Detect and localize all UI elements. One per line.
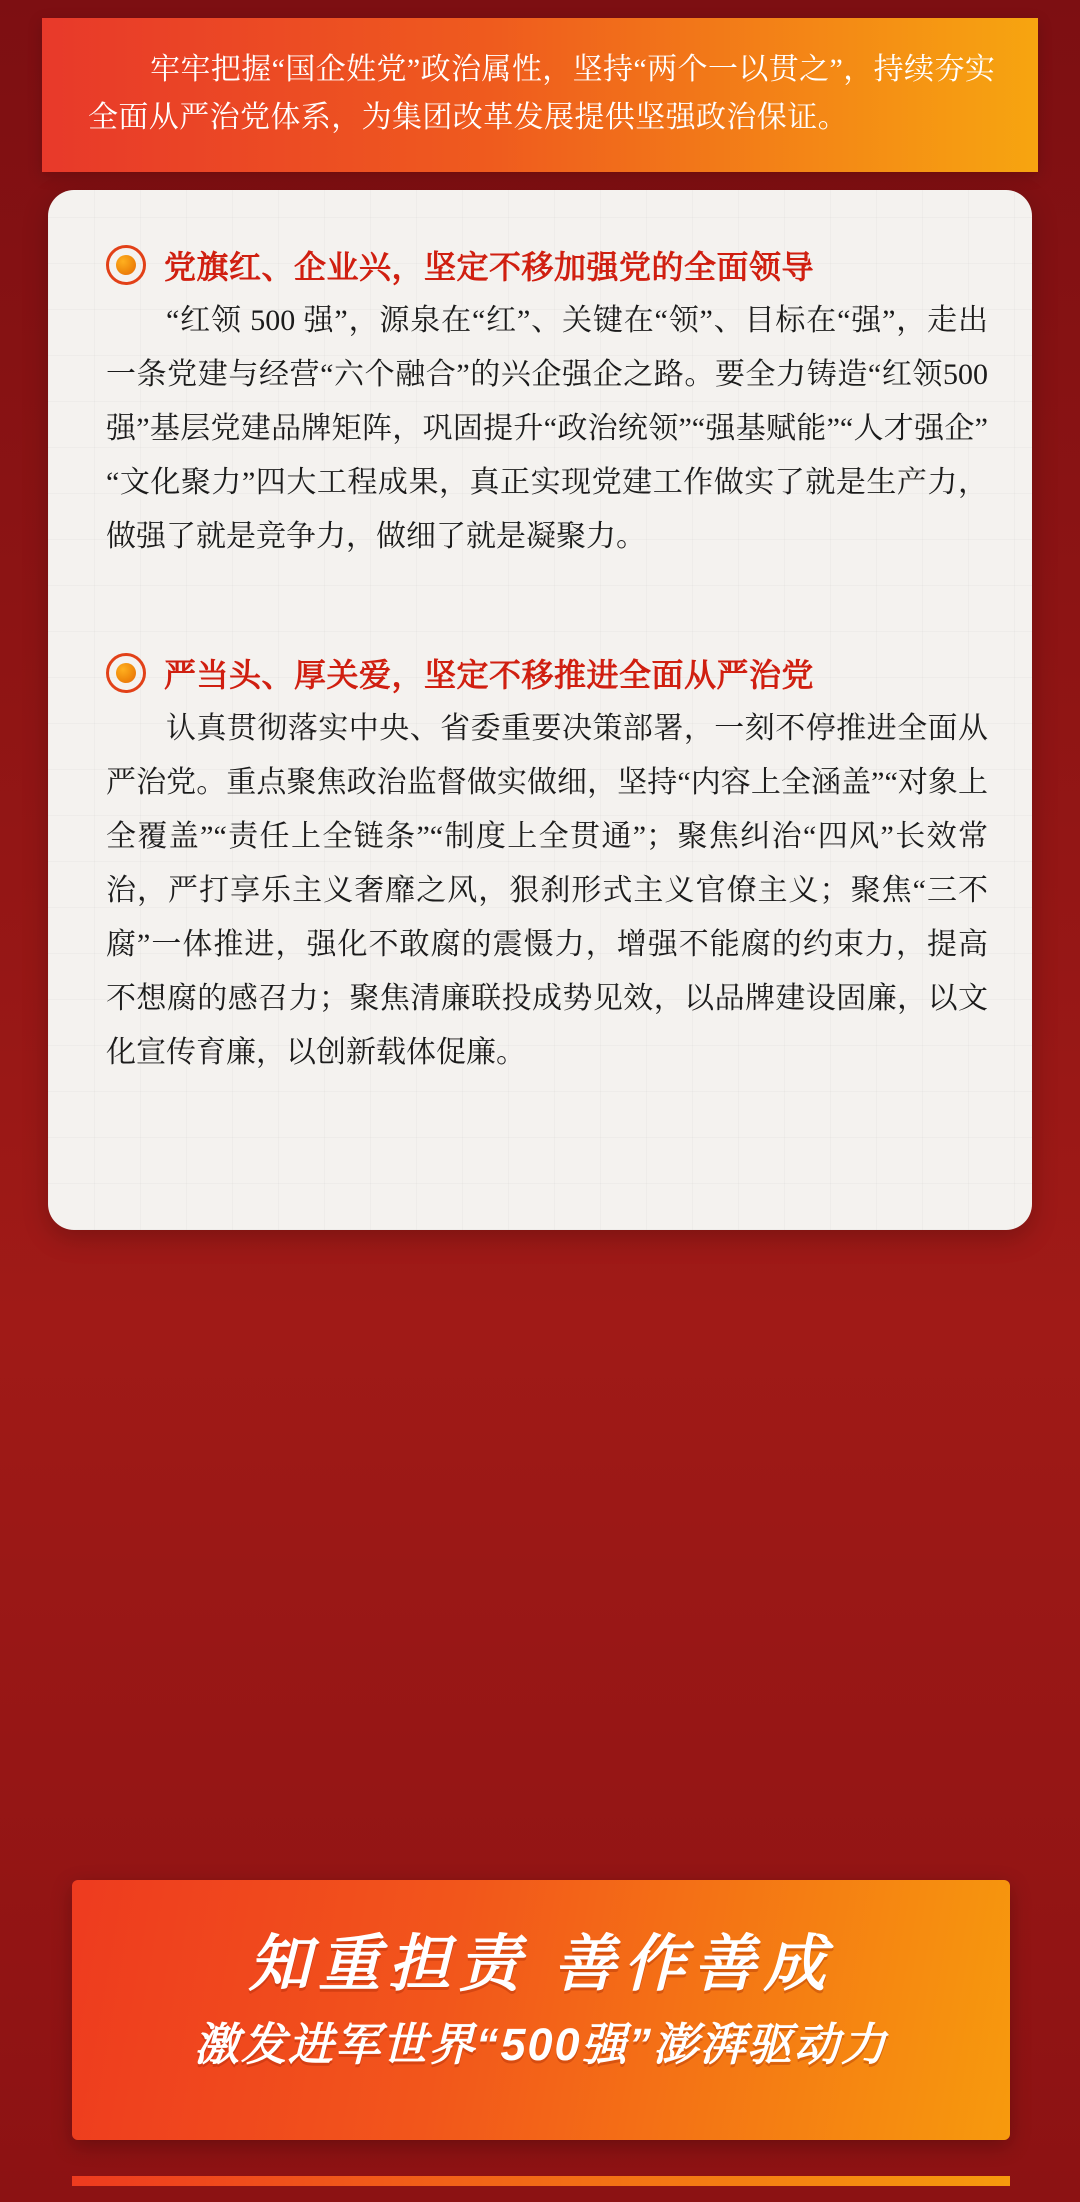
slogan-primary: 知重担责 善作善成	[248, 1930, 834, 1999]
section-one	[106, 242, 988, 564]
bottom-slogan-banner	[72, 1880, 1010, 2140]
section-one-header	[106, 242, 988, 288]
section-two-header	[106, 650, 988, 696]
top-highlight-banner	[42, 18, 1038, 172]
bullet-circle-icon	[106, 653, 146, 693]
slogan-secondary: 激发进军世界“500强”澎湃驱动力	[193, 2019, 889, 2070]
section-two	[106, 650, 988, 1080]
bottom-accent-rule	[72, 2176, 1010, 2186]
section-two-body: 认真贯彻落实中央、省委重要决策部署，一刻不停推进全面从严治党。重点聚焦政治监督做实做细，坚持“内容上全涵盖”“对象上全覆盖”“责任上全链条”“制度上全贯通”；聚焦纠治“四风”长效常治，严打享乐主义奢靡之风，狠刹形式主义官僚主义；聚焦“三不腐”一体推进，强化不敢腐的震慑力，增强不能腐的约束力，提高不想腐的感召力；聚焦清廉联投成势见效，以品牌建设固廉，以文化宣传育廉，以创新载体促廉。	[106, 712, 988, 1069]
section-one-body: “红领 500 强”，源泉在“红”、关键在“领”、目标在“强”，走出一条党建与经营“六个融合”的兴企强企之路。要全力铸造“红领500强”基层党建品牌矩阵，巩固提升“政治统领”“强基赋能”“人才强企”“文化聚力”四大工程成果，真正实现党建工作做实了就是生产力，做强了就是竞争力，做细了就是凝聚力。	[106, 304, 988, 553]
top-banner-text: 牢牢把握“国企姓党”政治属性，坚持“两个一以贯之”，持续夯实全面从严治党体系，为集团改革发展提供坚强政治保证。	[88, 53, 996, 134]
section-one-title: 党旗红、企业兴，坚定不移加强党的全面领导	[164, 249, 815, 285]
content-card	[48, 190, 1032, 1230]
bullet-circle-icon	[106, 245, 146, 285]
section-two-title: 严当头、厚关爱，坚定不移推进全面从严治党	[164, 657, 815, 693]
